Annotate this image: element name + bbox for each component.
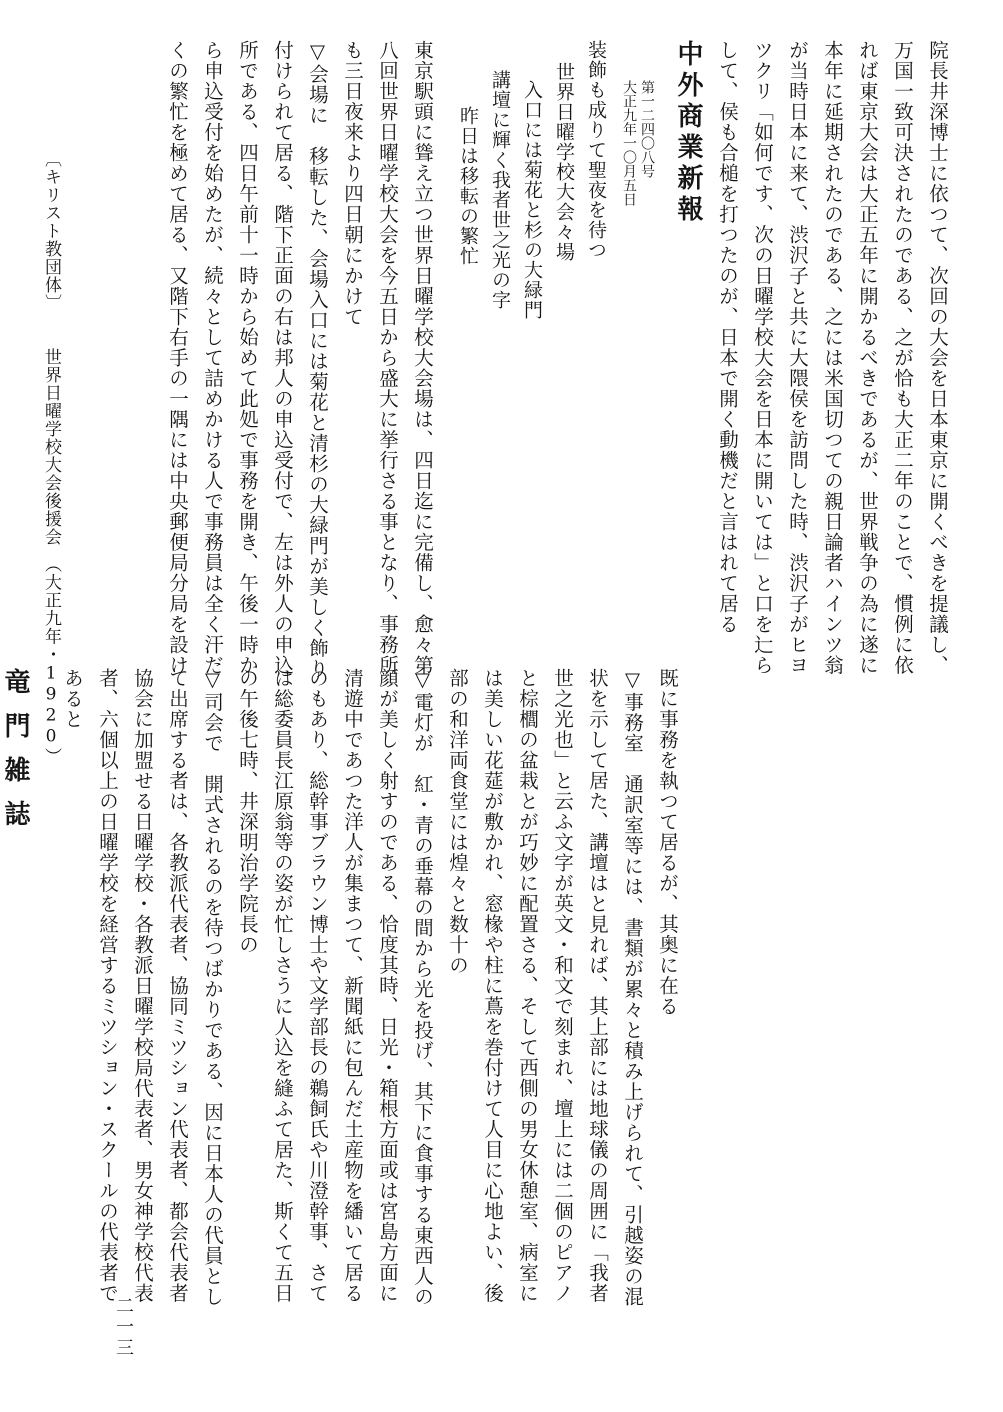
- text-column: が当時日本に来て、渋沢子と共に大隈侯を訪問した時、渋沢子がヒヨ: [786, 40, 809, 676]
- footer-section-label: 〔キリスト教団体〕: [41, 150, 61, 312]
- text-column: 付けられて居る、階下正面の右は邦人の申込受付で、左は外人の申込: [271, 40, 294, 676]
- headline: 昨日は移転の繁忙: [457, 106, 479, 266]
- text-column: れば東京大会は大正五年に開かるべきであるが、世界戦争の為に遂に: [856, 40, 879, 676]
- text-column: 部の和洋両食堂には煌々と数十の: [446, 668, 469, 976]
- headline: 装飾も成りて聖夜を待つ: [585, 40, 607, 260]
- newspaper-title: 中外商業新報: [673, 40, 703, 226]
- newspaper-title-block: [666, 40, 710, 670]
- text-column: て出席する者は、各教派代表者、協同ミツション代表者、都会代表者: [166, 668, 189, 1304]
- text-column: 状を示して居た、講壇はと見れば、其上部には地球儀の周囲に「我者: [586, 668, 609, 1304]
- text-column: 顔が美しく射すのである、恰度其時、日光・箱根方面或は宮島方面に: [376, 668, 399, 1304]
- magazine-title: 竜門雑誌: [0, 668, 30, 844]
- running-footer: [40, 150, 62, 766]
- text-column: くの繁忙を極めて居る、又階下右手の一隅には中央郵便局分局を設け: [166, 40, 189, 676]
- text-column: 東京駅頭に聳え立つ世界日曜学校大会場は、四日迄に完備し、愈々第: [411, 40, 434, 676]
- text-column: の午後七時、井深明治学院長の: [236, 668, 259, 955]
- text-column: 者、六個以上の日曜学校を経営するミツション・スクールの代表者で: [96, 668, 119, 1304]
- newspaper-issue-date: 大正九年一〇月五日: [621, 80, 637, 206]
- text-column: と棕櫚の盆栽とが巧妙に配置さる、そして西側の男女休憩室、病室に: [516, 668, 539, 1304]
- text-column: 既に事務を執つて居るが、其奥に在る: [656, 668, 679, 1017]
- text-column: 所である、四日午前十一時から始めて此処で事務を開き、午後一時か: [236, 40, 259, 676]
- page-number: 二一三: [113, 1296, 134, 1359]
- text-column: 本年に延期されたのである、之には米国切つての親日論者ハインツ翁: [821, 40, 844, 676]
- text-column: 世之光也」と云ふ文字が英文・和文で刻まれ、壇上には二個のピアノ: [551, 668, 574, 1304]
- text-column: ▽事務室 通訳室等には、書類が累々と積み上げられて、引越姿の混: [621, 668, 644, 1307]
- text-column: ▽会場に 移転した、会場入口には菊花と清杉の大緑門が美しく飾り: [306, 40, 329, 679]
- text-column: のもあり、総幹事ブラウン博士や文学部長の鵜飼氏や川澄幹事、さて: [306, 668, 329, 1304]
- newspaper-issue-number: 第一二四〇八号: [639, 80, 655, 178]
- text-column: ▽司会で 開式されるのを待つばかりである、因に日本人の代員とし: [201, 668, 224, 1307]
- text-column: も三日夜来より四日朝にかけて: [341, 40, 364, 327]
- text-column: は総委員長江原翁等の姿が忙しさうに人込を縫ふて居た、斯くて五日: [271, 668, 294, 1304]
- text-column: 清遊中であつた洋人が集まつて、新聞紙に包んだ土産物を繙いて居る: [341, 668, 364, 1304]
- text-column: 院長井深博士に依つて、次回の大会を日本東京に開くべきを提議し、: [926, 40, 949, 676]
- text-column: ツクリ「如何です、次の日曜学校大会を日本に開いては」と口を辷ら: [751, 40, 774, 676]
- upper-section: [160, 40, 955, 679]
- text-column: あると: [61, 668, 84, 730]
- text-column: 八回世界日曜学校大会を今五日から盛大に挙行さる事となり、事務所: [376, 40, 399, 676]
- text-column: 協会に加盟せる日曜学校・各教派日曜学校局代表者、男女神学校代表: [131, 668, 154, 1304]
- text-column: は美しい花莚が敷かれ、窓椽や柱に蔦を巻付けて人目に心地よい、後: [481, 668, 504, 1304]
- text-column: ら申込受付を始めたが、続々として詰めかける人で事務員は全く汗だ: [201, 40, 224, 676]
- headline: 世界日曜学校大会々場: [553, 62, 575, 262]
- magazine-title-block: [0, 668, 37, 1308]
- text-column: 万国一致可決されたのである、之が恰も大正二年のことで、慣例に依: [891, 40, 914, 676]
- newspaper-issue-info: [620, 40, 656, 670]
- headline: 入口には菊花と杉の大緑門: [521, 80, 543, 320]
- footer-series-label: 世界日曜学校大会後援会 （大正九年・1920）: [41, 348, 61, 766]
- lower-section: [0, 668, 685, 1308]
- text-column: して、侯も合槌を打つたのが、日本で開く動機だと言はれて居る: [716, 40, 739, 635]
- text-column: ▽電灯が 紅・青の垂幕の間から光を投げ、其下に食事する東西人の: [411, 668, 434, 1307]
- headline: 講壇に輝く我者世之光の字: [489, 70, 511, 310]
